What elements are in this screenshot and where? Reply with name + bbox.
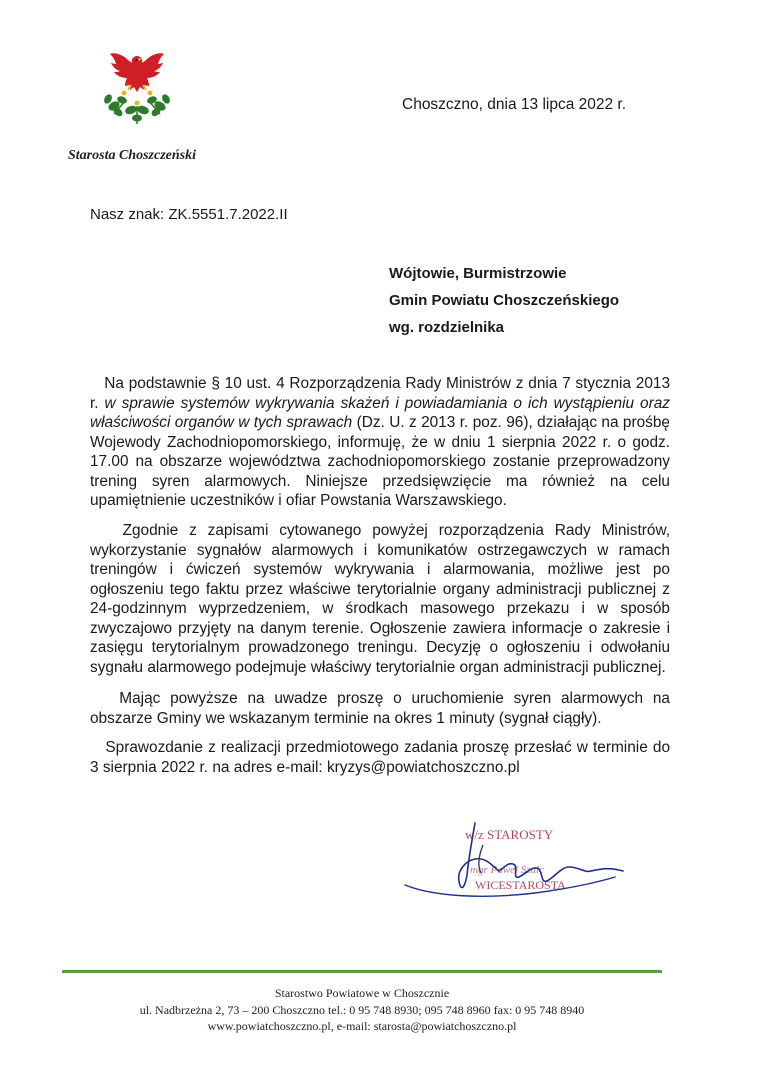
footer-divider [62, 970, 662, 973]
paragraph-text: Zgodnie z zapisami cytowanego powyżej rozporządzenia Rady Ministrów, wykorzystanie sygnałów alarmowych i komunikatów ostrzegawczych w ramach treningów i ćwiczeń systemów wykrywania i alarmowania, możliwe jest po ogłoszeniu tego faktu przez właściwe terytorialnie organy administracji publicznej z 24-godzinnym wyprzedzeniem, w środkach masowego przekazu i w sposób zwyczajowo przyjęty na danym terenie. Ogłoszenie zawiera informacje o zakresie i zasięgu terytorialnym prowadzonego treningu. Decyzję o ogłoszeniu i odwołaniu sygnału alarmowego podejmuje właściwy terytorialnie organ administracji publicznej. [90, 522, 670, 676]
regulation-title: w sprawie systemów wykrywania skażeń i powiadamiania o ich wystąpieniu oraz właściwości organów w tych sprawach [90, 394, 670, 431]
paragraph-text: (Dz. U. z 2013 r. poz. 96), działając na prośbę Wojewody Zachodniopomorskiego, informuję, że w dniu 1 sierpnia 2022 r. o godz. 17.00 na obszarze województwa zachodniopomorskiego zostanie przeprowadzony trening syren alarmowych. Niniejsze przedsięwzięcie ma również na celu upamiętnienie uczestników i ofiar Powstania Warszawskiego. [90, 414, 670, 509]
place-date: Choszczno, dnia 13 lipca 2022 r. [402, 96, 627, 113]
stamp-line: w/z STAROSTY [465, 827, 554, 842]
paragraph-text: Mając powyższe na uwadze proszę o uruchomienie syren alarmowych na obszarze Gminy we wskazanym terminie na okres 1 minuty (sygnał ciągły). [90, 690, 670, 727]
footer [62, 985, 662, 1035]
issuer-name: Starosta Choszczeński [68, 148, 196, 163]
body-paragraph-2 [90, 521, 670, 677]
addressee-line: Wójtowie, Burmistrzowie [389, 265, 567, 282]
body-paragraph-1 [90, 374, 670, 511]
paragraph-text: Sprawozdanie z realizacji przedmiotowego zadania proszę przesłać w terminie do 3 sierpnia 2022 r. na adres e-mail: kryzys@powiatchoszczno.pl [90, 739, 671, 776]
footer-address: ul. Nadbrzeżna 2, 73 – 200 Choszczno tel.: 0 95 748 8930; 095 748 8960 fax: 0 95 748 8940 [139, 1002, 585, 1017]
eagle-crest-icon [98, 48, 176, 128]
footer-office: Starostwo Powiatowe w Choszcznie [274, 986, 450, 1000]
paragraph-text: Na podstawnie § 10 ust. 4 Rozporządzenia Rady Ministrów z dnia 7 stycznia 2013 r. [90, 375, 671, 412]
addressee-block [389, 260, 619, 341]
signature-stamp [395, 815, 635, 915]
addressee-line: Gmin Powiatu Choszczeńskiego [389, 292, 620, 309]
stamp-line: mgr Paweł Szulc [470, 864, 544, 876]
stamp-line: WICESTAROSTA [475, 878, 566, 892]
reference-number: Nasz znak: ZK.5551.7.2022.II [90, 206, 288, 223]
footer-contact: www.powiatchoszczno.pl, e-mail: starosta@powiatchoszczno.pl [207, 1019, 517, 1033]
body-paragraph-3 [90, 689, 670, 728]
addressee-line: wg. rozdzielnika [389, 319, 505, 336]
body-paragraph-4 [90, 738, 670, 777]
